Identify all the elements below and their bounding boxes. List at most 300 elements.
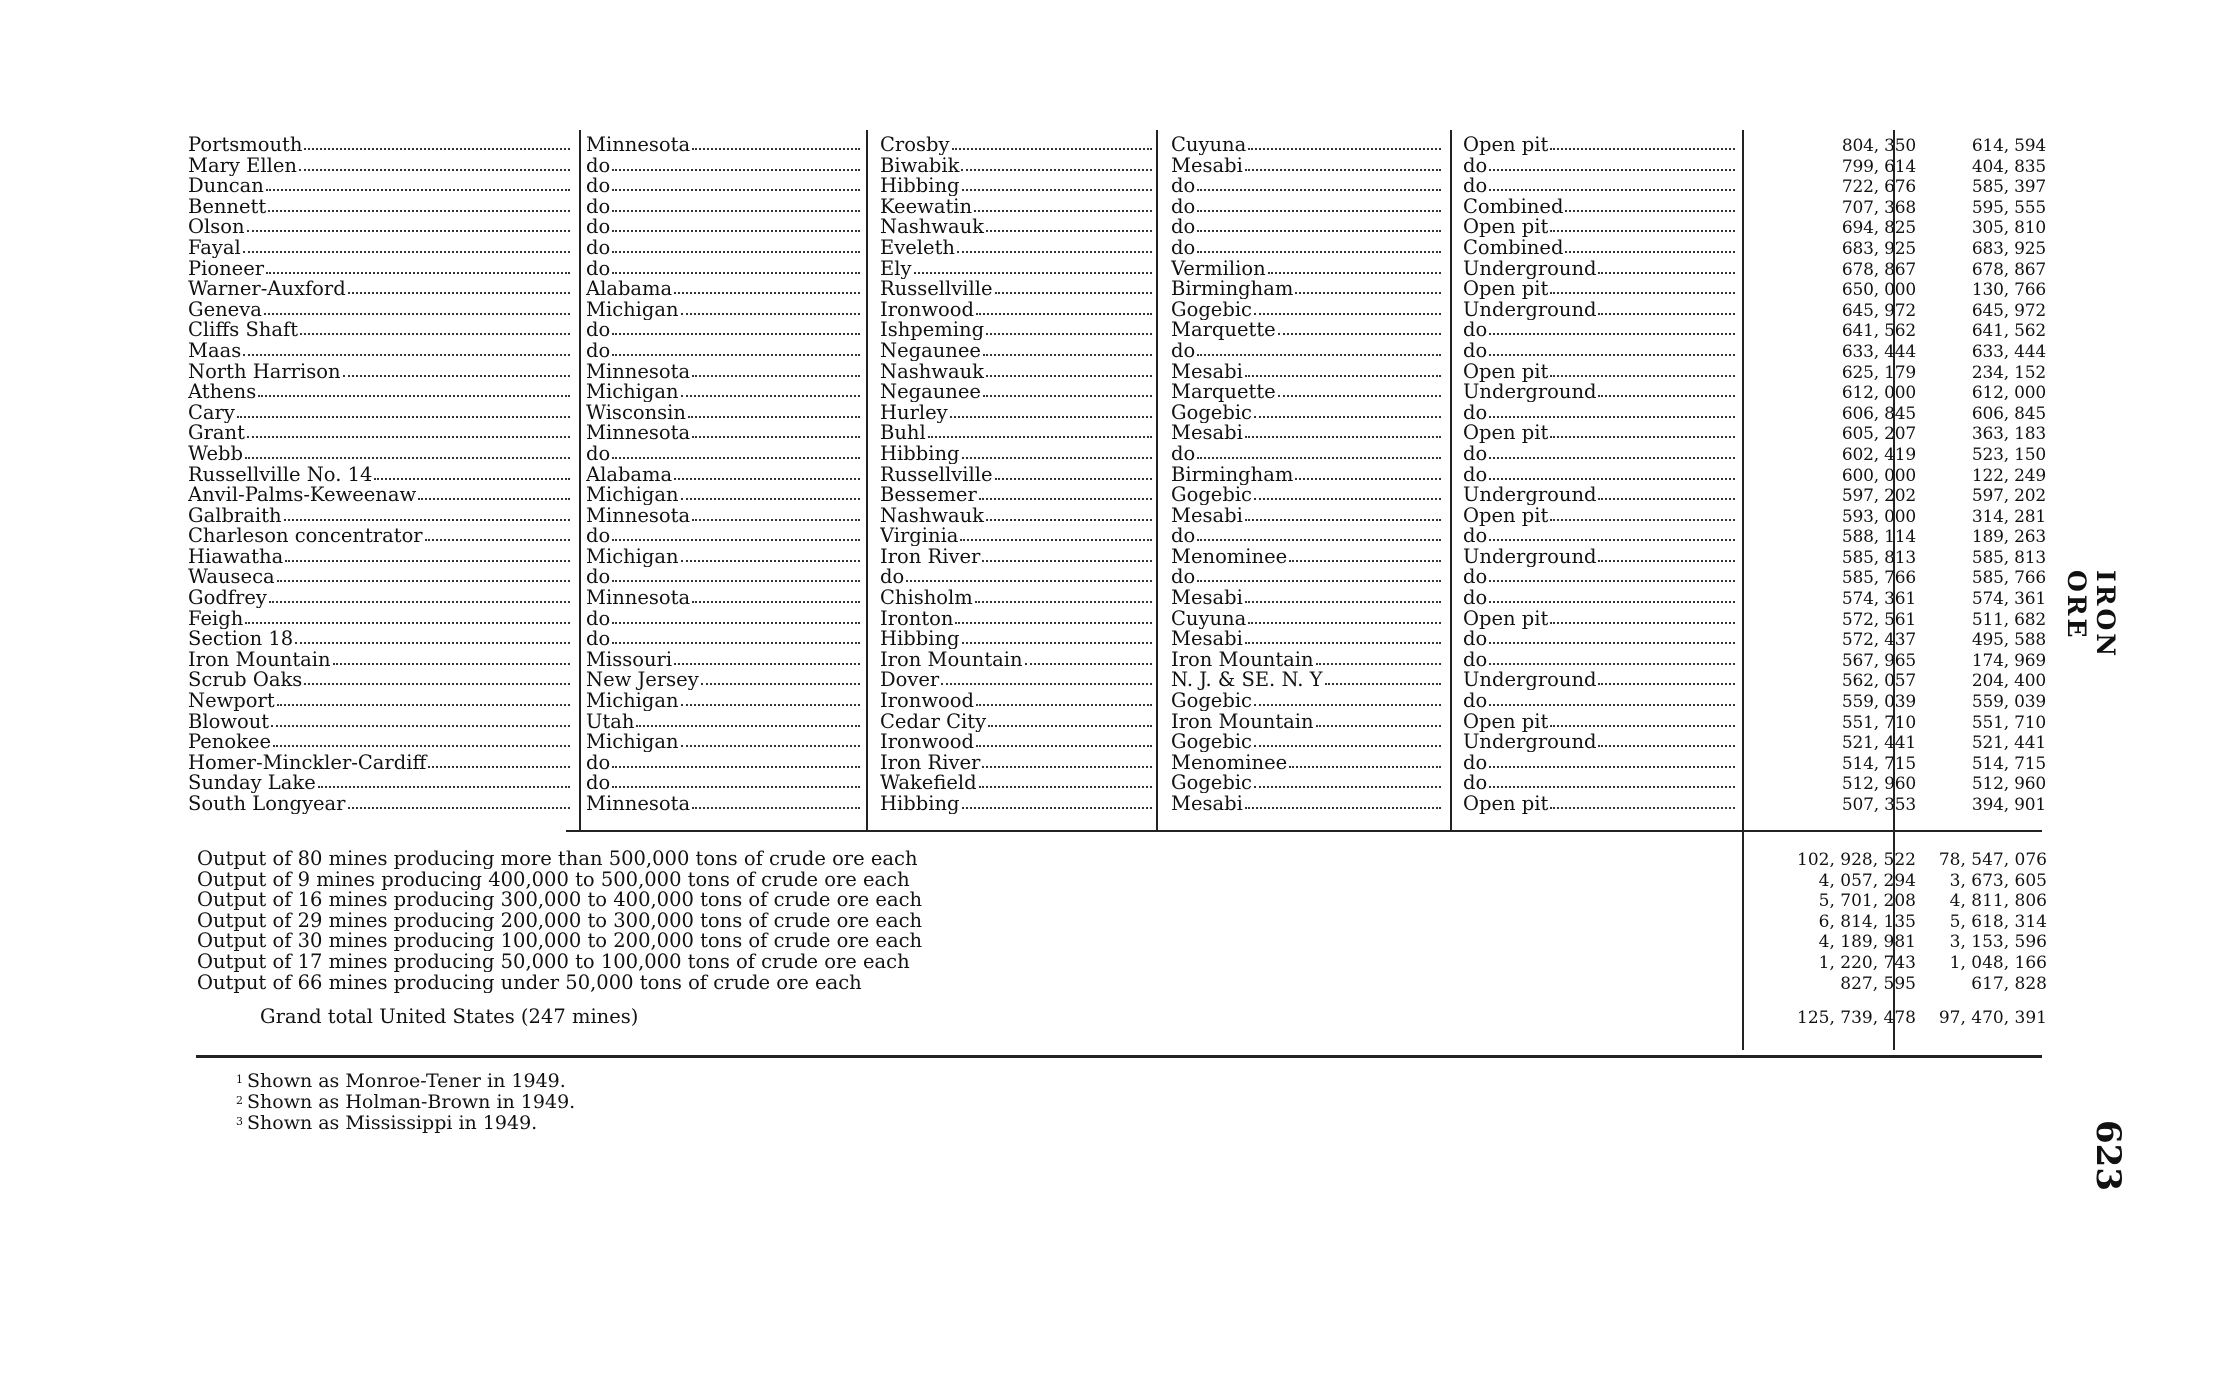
leader-dots <box>243 352 570 356</box>
summary-crude: 102, 928, 522 <box>1797 850 1916 870</box>
range-cell: Cuyuna <box>1171 135 1441 155</box>
leader-dots <box>243 249 570 253</box>
town-cell: Bessemer <box>880 485 1152 505</box>
state-cell: do <box>586 629 860 649</box>
method-cell: Combined <box>1463 197 1735 217</box>
leader-dots <box>1489 167 1735 171</box>
town-cell: Virginia <box>880 526 1152 546</box>
leader-dots <box>1245 167 1441 171</box>
state-cell: do <box>586 567 860 587</box>
crude-ore-value: 562, 057 <box>1841 671 1916 692</box>
shipped-value: 559, 039 <box>1971 692 2046 713</box>
leader-dots <box>1325 681 1441 685</box>
leader-dots <box>612 640 860 644</box>
table-row <box>188 753 2048 774</box>
crude-ore-value: 625, 179 <box>1841 362 1916 383</box>
footnote-mark: 2 <box>236 1094 243 1107</box>
leader-dots <box>273 743 570 747</box>
state-cell: do <box>586 217 860 237</box>
leader-dots <box>674 476 860 480</box>
leader-dots <box>1550 228 1735 232</box>
leader-dots <box>612 249 860 253</box>
state-cell: Alabama <box>586 465 860 485</box>
leader-dots <box>266 187 570 191</box>
state-cell: do <box>586 259 860 279</box>
state-cell: do <box>586 526 860 546</box>
summary-label: Output of 9 mines producing 400,000 to 500,000 tons of crude ore each <box>197 869 910 890</box>
town-cell: Cedar City <box>880 712 1152 732</box>
mine-name: Feigh <box>188 609 570 629</box>
crude-ore-value: 572, 561 <box>1841 609 1916 630</box>
leader-dots <box>1598 558 1735 562</box>
state-cell: Minnesota <box>586 506 860 526</box>
summary-label: Output of 66 mines producing under 50,000 tons of crude ore each <box>197 972 862 993</box>
table-row <box>188 506 2048 527</box>
shipped-value: 404, 835 <box>1971 156 2046 177</box>
leader-dots <box>269 599 570 603</box>
footnote-text: Shown as Holman-Brown in 1949. <box>247 1091 576 1113</box>
shipped-value: 614, 594 <box>1971 136 2046 156</box>
leader-dots <box>258 393 570 397</box>
state-cell: Michigan <box>586 547 860 567</box>
leader-dots <box>374 476 570 480</box>
table-row <box>188 444 2048 465</box>
leader-dots <box>1550 290 1735 294</box>
leader-dots <box>348 290 570 294</box>
state-cell: Minnesota <box>586 135 860 155</box>
state-cell: do <box>586 609 860 629</box>
method-cell: Underground <box>1463 732 1735 752</box>
leader-dots <box>1197 455 1441 459</box>
shipped-value: 633, 444 <box>1971 341 2046 362</box>
mine-name: Portsmouth <box>188 135 570 155</box>
town-cell: Negaunee <box>880 382 1152 402</box>
running-head: IRON ORE <box>2062 570 2120 660</box>
mine-name: Penokee <box>188 732 570 752</box>
leader-dots <box>952 146 1153 150</box>
shipped-value: 551, 710 <box>1971 712 2046 733</box>
leader-dots <box>1565 208 1735 212</box>
state-cell: Minnesota <box>586 794 860 814</box>
crude-ore-value: 605, 207 <box>1841 424 1916 445</box>
leader-dots <box>1598 311 1735 315</box>
mine-name: South Longyear <box>188 794 570 814</box>
range-cell: do <box>1171 238 1441 258</box>
town-cell: Iron River <box>880 753 1152 773</box>
leader-dots <box>1316 661 1441 665</box>
leader-dots <box>636 723 860 727</box>
leader-dots <box>692 373 860 377</box>
state-cell: Wisconsin <box>586 403 860 423</box>
method-cell: Underground <box>1463 300 1735 320</box>
leader-dots <box>612 270 860 274</box>
shipped-value: 641, 562 <box>1971 321 2046 342</box>
leader-dots <box>955 620 1152 624</box>
table-bottom-rule <box>196 1055 2042 1058</box>
leader-dots <box>247 434 570 438</box>
leader-dots <box>1245 640 1441 644</box>
town-cell: Hurley <box>880 403 1152 423</box>
crude-ore-value: 551, 710 <box>1841 712 1916 733</box>
leader-dots <box>295 640 570 644</box>
leader-dots <box>962 187 1153 191</box>
shipped-value: 204, 400 <box>1971 671 2046 692</box>
summary-shipped: 4, 811, 806 <box>1949 891 2047 912</box>
shipped-value: 495, 588 <box>1971 630 2046 651</box>
leader-dots <box>928 434 1152 438</box>
mine-name: Grant <box>188 423 570 443</box>
range-cell: Mesabi <box>1171 423 1441 443</box>
method-cell: Open pit <box>1463 712 1735 732</box>
method-cell: do <box>1463 320 1735 340</box>
summary-crude: 5, 701, 208 <box>1818 891 1916 912</box>
town-cell: Ironton <box>880 609 1152 629</box>
crude-ore-value: 514, 715 <box>1841 753 1916 774</box>
leader-dots <box>962 805 1153 809</box>
leader-dots <box>612 537 860 541</box>
leader-dots <box>1550 434 1735 438</box>
town-cell: Hibbing <box>880 629 1152 649</box>
summary-shipped: 78, 547, 076 <box>1938 850 2047 870</box>
range-cell: Mesabi <box>1171 629 1441 649</box>
range-cell: Mesabi <box>1171 506 1441 526</box>
table-row <box>188 794 2048 815</box>
method-cell: do <box>1463 753 1735 773</box>
leader-dots <box>343 373 570 377</box>
summary-row <box>197 890 2057 911</box>
leader-dots <box>976 743 1152 747</box>
leader-dots <box>1598 270 1735 274</box>
town-cell: Iron Mountain <box>880 650 1152 670</box>
leader-dots <box>300 331 570 335</box>
crude-ore-value: 597, 202 <box>1841 486 1916 507</box>
leader-dots <box>1295 476 1441 480</box>
leader-dots <box>1598 681 1735 685</box>
range-cell: Menominee <box>1171 547 1441 567</box>
range-cell: Gogebic <box>1171 773 1441 793</box>
leader-dots <box>612 784 860 788</box>
summary-crude: 827, 595 <box>1840 973 1916 994</box>
leader-dots <box>979 784 1152 788</box>
summary-row <box>197 973 2057 994</box>
crude-ore-value: 521, 441 <box>1841 733 1916 754</box>
table-row <box>188 197 2048 218</box>
table-row <box>188 670 2048 691</box>
table-row <box>188 320 2048 341</box>
table-row <box>188 465 2048 486</box>
mine-name: Newport <box>188 691 570 711</box>
method-cell: Combined <box>1463 238 1735 258</box>
leader-dots <box>237 414 570 418</box>
mine-name: Maas <box>188 341 570 361</box>
leader-dots <box>988 723 1152 727</box>
footnote <box>236 1112 575 1133</box>
town-cell: Iron River <box>880 547 1152 567</box>
state-cell: Utah <box>586 712 860 732</box>
state-cell: do <box>586 156 860 176</box>
page-number: 623 <box>2088 1120 2128 1191</box>
table-row <box>188 547 2048 568</box>
shipped-value: 122, 249 <box>1971 465 2046 486</box>
shipped-value: 511, 682 <box>1971 609 2046 630</box>
leader-dots <box>1197 187 1441 191</box>
state-cell: Michigan <box>586 300 860 320</box>
range-cell: do <box>1171 526 1441 546</box>
method-cell: do <box>1463 444 1735 464</box>
state-cell: Alabama <box>586 279 860 299</box>
leader-dots <box>333 661 570 665</box>
method-cell: Open pit <box>1463 423 1735 443</box>
leader-dots <box>681 558 860 562</box>
table-row <box>188 712 2048 733</box>
shipped-value: 523, 150 <box>1971 444 2046 465</box>
leader-dots <box>986 517 1152 521</box>
leader-dots <box>975 599 1152 603</box>
table-row <box>188 485 2048 506</box>
mine-name: Scrub Oaks <box>188 670 570 690</box>
town-cell: Nashwauk <box>880 362 1152 382</box>
footnotes <box>236 1070 575 1133</box>
range-cell: do <box>1171 567 1441 587</box>
range-cell: do <box>1171 217 1441 237</box>
shipped-value: 363, 183 <box>1971 424 2046 445</box>
leader-dots <box>960 537 1152 541</box>
mine-name: Blowout <box>188 712 570 732</box>
table-row <box>188 156 2048 177</box>
town-cell: Biwabik <box>880 156 1152 176</box>
crude-ore-value: 606, 845 <box>1841 403 1916 424</box>
leader-dots <box>995 476 1152 480</box>
table-row <box>188 773 2048 794</box>
state-cell: Minnesota <box>586 423 860 443</box>
mine-name: Webb <box>188 444 570 464</box>
leader-dots <box>986 373 1152 377</box>
leader-dots <box>692 434 860 438</box>
mine-name: Warner-Auxford <box>188 279 570 299</box>
leader-dots <box>612 187 860 191</box>
crude-ore-value: 722, 676 <box>1841 177 1916 198</box>
footnote-mark: 1 <box>236 1073 243 1086</box>
table-row <box>188 629 2048 650</box>
range-cell: Gogebic <box>1171 732 1441 752</box>
shipped-value: 585, 766 <box>1971 568 2046 589</box>
shipped-value: 394, 901 <box>1971 795 2046 815</box>
leader-dots <box>1489 784 1735 788</box>
state-cell: do <box>586 444 860 464</box>
range-cell: N. J. & SE. N. Y <box>1171 670 1441 690</box>
leader-dots <box>906 578 1152 582</box>
crude-ore-value: 804, 350 <box>1841 136 1916 156</box>
method-cell: do <box>1463 465 1735 485</box>
leader-dots <box>612 620 860 624</box>
leader-dots <box>681 743 860 747</box>
leader-dots <box>941 681 1152 685</box>
crude-ore-value: 799, 614 <box>1841 156 1916 177</box>
crude-ore-value: 588, 114 <box>1841 527 1916 548</box>
table-row <box>188 403 2048 424</box>
table-row <box>188 382 2048 403</box>
table-row <box>188 341 2048 362</box>
range-cell: Mesabi <box>1171 156 1441 176</box>
leader-dots <box>348 805 571 809</box>
range-cell: Gogebic <box>1171 300 1441 320</box>
leader-dots <box>1489 331 1735 335</box>
mine-name: Iron Mountain <box>188 650 570 670</box>
mine-name: Cliffs Shaft <box>188 320 570 340</box>
footnote-mark: 3 <box>236 1115 243 1128</box>
leader-dots <box>245 455 570 459</box>
crude-ore-value: 600, 000 <box>1841 465 1916 486</box>
leader-dots <box>1550 805 1735 809</box>
shipped-value: 234, 152 <box>1971 362 2046 383</box>
leader-dots <box>701 681 860 685</box>
leader-dots <box>692 599 860 603</box>
leader-dots <box>1268 270 1441 274</box>
leader-dots <box>957 249 1152 253</box>
method-cell: do <box>1463 691 1735 711</box>
leader-dots <box>266 270 570 274</box>
shipped-value: 574, 361 <box>1971 589 2046 610</box>
state-cell: do <box>586 197 860 217</box>
range-cell: Gogebic <box>1171 403 1441 423</box>
leader-dots <box>277 578 570 582</box>
leader-dots <box>299 167 570 171</box>
summary-label: Output of 16 mines producing 300,000 to 400,000 tons of crude ore each <box>197 890 923 911</box>
summary-crude: 4, 057, 294 <box>1818 870 1916 891</box>
leader-dots <box>1278 331 1441 335</box>
leader-dots <box>983 393 1152 397</box>
state-cell: Michigan <box>586 382 860 402</box>
table-row <box>188 238 2048 259</box>
leader-dots <box>304 146 570 150</box>
method-cell: do <box>1463 650 1735 670</box>
mines-table <box>188 135 2048 815</box>
summary-label: Output of 30 mines producing 100,000 to 200,000 tons of crude ore each <box>197 931 923 952</box>
leader-dots <box>1489 537 1735 541</box>
leader-dots <box>1248 146 1441 150</box>
leader-dots <box>674 661 860 665</box>
shipped-value: 189, 263 <box>1971 527 2046 548</box>
town-cell: Ironwood <box>880 732 1152 752</box>
leader-dots <box>428 764 570 768</box>
leader-dots <box>914 270 1153 274</box>
leader-dots <box>264 311 570 315</box>
method-cell: Open pit <box>1463 794 1735 814</box>
shipped-value: 612, 000 <box>1971 383 2046 404</box>
leader-dots <box>1245 373 1441 377</box>
leader-dots <box>1489 476 1735 480</box>
mine-name: Homer-Minckler-Cardiff <box>188 753 570 773</box>
leader-dots <box>1550 517 1735 521</box>
summary-label: Output of 80 mines producing more than 500,000 tons of crude ore each <box>197 849 918 869</box>
town-cell: Keewatin <box>880 197 1152 217</box>
method-cell: do <box>1463 341 1735 361</box>
state-cell: do <box>586 341 860 361</box>
leader-dots <box>692 805 860 809</box>
method-cell: Open pit <box>1463 279 1735 299</box>
shipped-value: 678, 867 <box>1971 259 2046 280</box>
leader-dots <box>986 228 1152 232</box>
state-cell: Minnesota <box>586 588 860 608</box>
leader-dots <box>1197 578 1441 582</box>
leader-dots <box>612 578 860 582</box>
mine-name: Duncan <box>188 176 570 196</box>
town-cell: Ely <box>880 259 1152 279</box>
method-cell: do <box>1463 773 1735 793</box>
town-cell: Buhl <box>880 423 1152 443</box>
shipped-value: 130, 766 <box>1971 280 2046 301</box>
leader-dots <box>418 496 570 500</box>
shipped-value: 683, 925 <box>1971 238 2046 259</box>
leader-dots <box>1254 414 1441 418</box>
crude-ore-value: 633, 444 <box>1841 341 1916 362</box>
leader-dots <box>962 455 1153 459</box>
leader-dots <box>1254 496 1441 500</box>
leader-dots <box>1489 414 1735 418</box>
crude-ore-value: 641, 562 <box>1841 321 1916 342</box>
leader-dots <box>692 517 860 521</box>
table-row <box>188 588 2048 609</box>
footnote-text: Shown as Mississippi in 1949. <box>247 1112 538 1134</box>
state-cell: Michigan <box>586 485 860 505</box>
leader-dots <box>1550 723 1735 727</box>
range-cell: Marquette <box>1171 320 1441 340</box>
summary-row <box>197 849 2057 870</box>
footnote <box>236 1070 575 1091</box>
town-cell: Ironwood <box>880 300 1152 320</box>
method-cell: do <box>1463 526 1735 546</box>
table-row <box>188 135 2048 156</box>
summary-row <box>197 952 2057 973</box>
crude-ore-value: 683, 925 <box>1841 238 1916 259</box>
mine-name: Anvil-Palms-Keweenaw <box>188 485 570 505</box>
leader-dots <box>1197 352 1441 356</box>
leader-dots <box>1025 661 1152 665</box>
grand-total-shipped: 97, 470, 391 <box>1938 1008 2047 1028</box>
leader-dots <box>950 414 1152 418</box>
state-cell: do <box>586 773 860 793</box>
table-row <box>188 732 2048 753</box>
crude-ore-value: 694, 825 <box>1841 218 1916 239</box>
leader-dots <box>284 517 570 521</box>
leader-dots <box>986 331 1152 335</box>
mine-name: Godfrey <box>188 588 570 608</box>
leader-dots <box>1565 249 1735 253</box>
mine-name: Bennett <box>188 197 570 217</box>
mine-name: Sunday Lake <box>188 773 570 793</box>
mine-name: Galbraith <box>188 506 570 526</box>
method-cell: Open pit <box>1463 506 1735 526</box>
range-cell: Marquette <box>1171 382 1441 402</box>
table-row <box>188 279 2048 300</box>
leader-dots <box>1245 517 1441 521</box>
town-cell: Hibbing <box>880 444 1152 464</box>
grand-total-crude: 125, 739, 478 <box>1797 1008 1916 1028</box>
mine-name: Athens <box>188 382 570 402</box>
leader-dots <box>961 167 1152 171</box>
table-row <box>188 259 2048 280</box>
state-cell: do <box>586 238 860 258</box>
leader-dots <box>983 352 1152 356</box>
leader-dots <box>1598 393 1735 397</box>
table-row <box>188 423 2048 444</box>
leader-dots <box>1489 702 1735 706</box>
summary-crude: 1, 220, 743 <box>1818 952 1916 973</box>
leader-dots <box>268 208 570 212</box>
state-cell: do <box>586 320 860 340</box>
leader-dots <box>612 208 860 212</box>
method-cell: Underground <box>1463 485 1735 505</box>
